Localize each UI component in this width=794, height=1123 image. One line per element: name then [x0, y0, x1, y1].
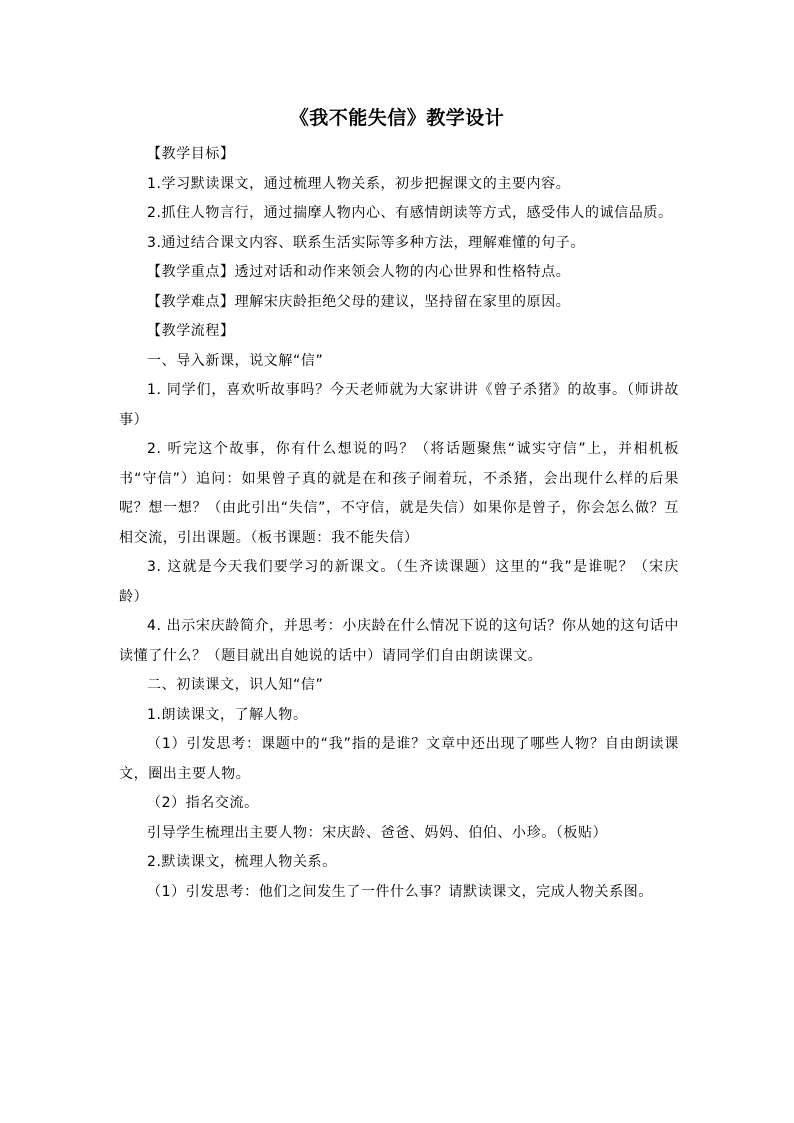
document-body [119, 140, 679, 907]
step-heading: 一、导入新课，说文解“信” [147, 352, 324, 369]
step-paragraph: 1.朗读课文，了解人物。 [147, 706, 308, 723]
difficulty-paragraph: 【教学难点】理解宋庆龄拒绝父母的建议，坚持留在家里的原因。 [147, 293, 571, 310]
key-point-paragraph: 【教学重点】透过对话和动作来领会人物的内心世界和性格特点。 [147, 264, 571, 280]
objective-item: 1.学习默读课文，通过梳理人物关系，初步把握课文的主要内容。 [147, 175, 571, 192]
document-title: 《我不能失信》教学设计 [289, 107, 505, 129]
step-paragraph: 3. 这就是今天我们要学习的新课文。（生齐读课题）这里的“我”是谁呢？（宋庆龄） [119, 559, 679, 605]
step-paragraph: 2.默读课文，梳理人物关系。 [147, 854, 337, 870]
step-paragraph: （2）指名交流。 [147, 795, 259, 811]
step-paragraph: 2. 听完这个故事，你有什么想说的吗？（将话题聚焦“诚实守信”上，并相机板书“守信”）追问：如果曾子真的就是在和孩子闹着玩，不杀猪，会出现什么样的后果呢？想一想？（由此引出“失信”，不守信，就是失信）如果你是曾子，你会怎么做？互相交流，引出课题。（板书课题：我不能失信） [119, 441, 679, 546]
section-heading-objectives: 【教学目标】 [147, 146, 235, 162]
section-heading-process: 【教学流程】 [147, 323, 235, 339]
step-paragraph: 1. 同学们，喜欢听故事吗？今天老师就为大家讲讲《曾子杀猪》的故事。（师讲故事） [119, 382, 679, 428]
step-paragraph: （1）引发思考：他们之间发生了一件什么事？请默读课文，完成人物关系图。 [147, 883, 653, 900]
step-paragraph: （1）引发思考：课题中的“我”指的是谁？文章中还出现了哪些人物？自由朗读课文，圈出主要人物。 [119, 736, 679, 782]
step-paragraph: 4. 出示宋庆龄简介，并思考：小庆龄在什么情况下说的这句话？你从她的这句话中读懂了什么？（题目就出自她说的话中）请同学们自由朗读课文。 [119, 618, 679, 664]
objective-item: 2.抓住人物言行，通过揣摩人物内心、有感情朗读等方式，感受伟人的诚信品质。 [147, 205, 673, 221]
step-heading: 二、初读课文，识人知“信” [147, 677, 324, 693]
objective-item: 3.通过结合课文内容、联系生活实际等多种方法，理解难懂的句子。 [147, 234, 585, 251]
step-paragraph: 引导学生梳理出主要人物：宋庆龄、爸爸、妈妈、伯伯、小珍。（板贴） [147, 824, 608, 841]
